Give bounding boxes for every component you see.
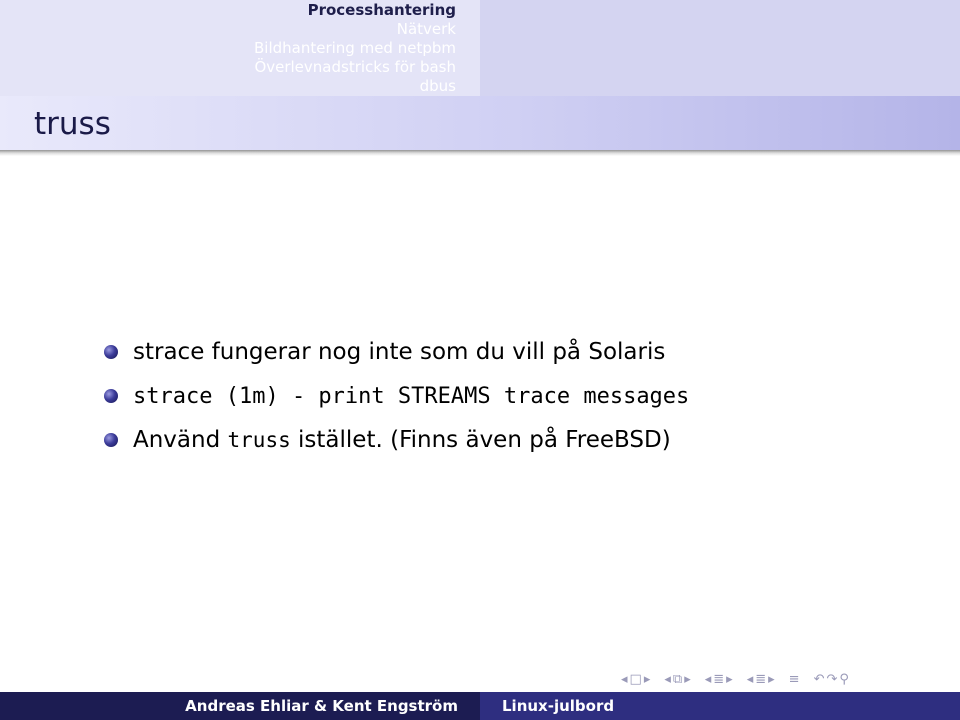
section-navigation-bar (0, 0, 960, 96)
bullet-text-suffix: istället. (Finns även på FreeBSD) (290, 427, 671, 453)
footer-bar (0, 692, 960, 720)
frame-title: truss (34, 106, 111, 142)
section-next-icon[interactable]: ▸ (726, 671, 733, 687)
search-icon[interactable]: ⚲ (839, 671, 849, 687)
frame-next-icon[interactable]: ▸ (643, 671, 651, 687)
bullet-icon (104, 389, 118, 403)
subsection-icon[interactable]: ⧉ (672, 671, 683, 687)
navigation-symbols (620, 668, 950, 690)
section-icon[interactable]: ≣ (713, 671, 725, 687)
frame-title-bar (0, 96, 960, 150)
section-prev-icon[interactable]: ◂ (704, 671, 712, 687)
subsection-next2-icon[interactable]: ▸ (768, 671, 775, 687)
footer-authors-panel (0, 692, 480, 720)
subsection2-icon[interactable]: ≣ (755, 671, 767, 687)
list-item (104, 374, 689, 418)
footer-title: Linux-julbord (502, 697, 615, 715)
frame-prev-icon[interactable]: ◂ (621, 671, 628, 687)
bullet-text: strace fungerar nog inte som du vill på Solaris (133, 339, 666, 365)
forward-icon[interactable]: ↷ (826, 671, 838, 687)
navigation-bar-right-panel (480, 0, 960, 96)
footer-title-panel (480, 692, 960, 720)
bullet-text-prefix: Använd (133, 427, 228, 453)
bullet-command: truss (227, 428, 291, 452)
nav-subsection-overlevnadstricks[interactable]: Överlevnadstricks för bash (254, 57, 456, 76)
subsection-next-icon[interactable]: ▸ (684, 671, 691, 687)
nav-subsection-bildhantering[interactable]: Bildhantering med netpbm (254, 38, 456, 57)
section-list (0, 0, 480, 96)
align-icon[interactable]: ≡ (788, 671, 800, 687)
bullet-icon (104, 345, 118, 359)
frame-icon[interactable]: □ (629, 671, 642, 687)
footer-authors: Andreas Ehliar & Kent Engström (185, 697, 458, 715)
list-item (104, 330, 689, 374)
back-icon[interactable]: ↶ (813, 671, 825, 687)
bullet-list (104, 330, 689, 462)
nav-subsection-dbus[interactable]: dbus (419, 76, 456, 95)
list-item (104, 418, 689, 462)
bullet-icon (104, 433, 118, 447)
subsection-prev-icon[interactable]: ◂ (664, 671, 671, 687)
nav-section-natverk[interactable]: Nätverk (396, 19, 456, 38)
bullet-text-monospace: strace (1m) - print STREAMS trace messages (133, 383, 690, 409)
title-bar-shadow (0, 150, 960, 156)
nav-section-processhantering[interactable]: Processhantering (307, 0, 456, 19)
subsection-prev2-icon[interactable]: ◂ (746, 671, 754, 687)
